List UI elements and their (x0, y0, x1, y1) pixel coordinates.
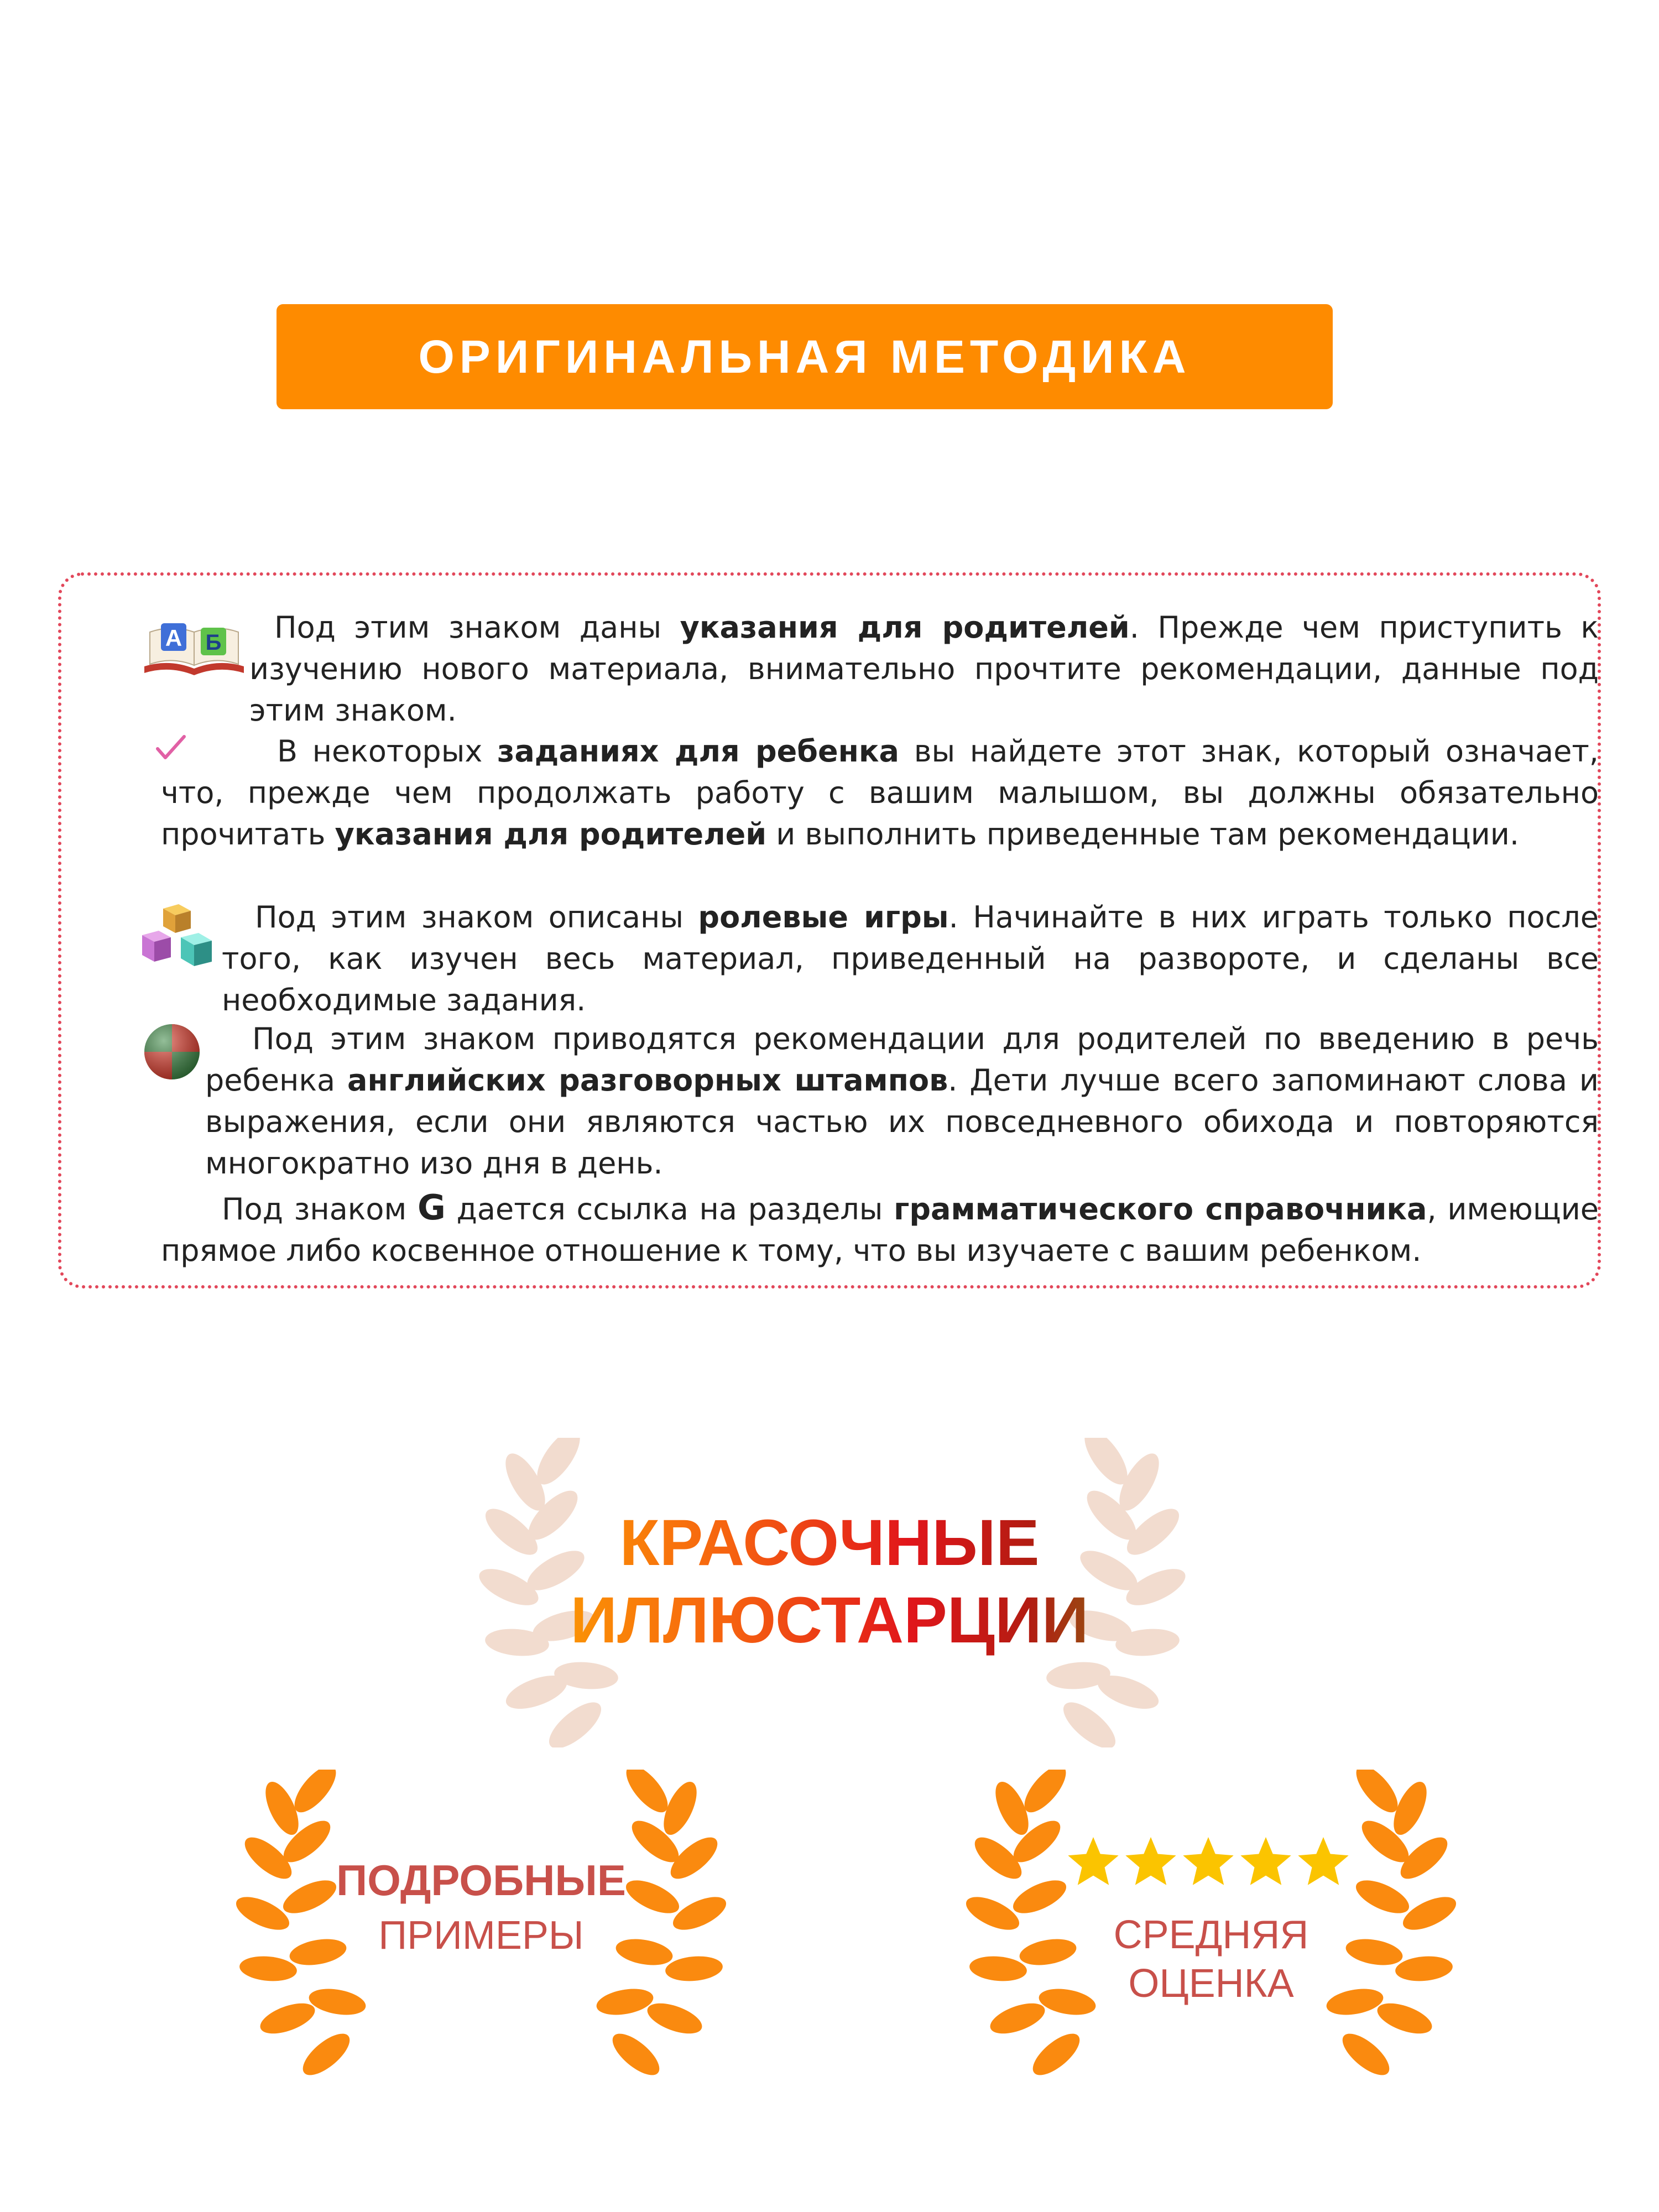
left-award-line-2: ПРИМЕРЫ (378, 1913, 584, 1958)
left-award-label (310, 1853, 653, 1963)
grammar-g-sign: G (417, 1187, 446, 1228)
star-icon (1068, 1837, 1118, 1885)
star-icon (1298, 1837, 1348, 1885)
star-icon (1183, 1837, 1233, 1885)
cubes-icon (139, 902, 222, 977)
legend-paragraph-5: Под знаком G дается ссылка на разделы грамматического справочника, имеющие прямое либо косвенное отношение к тому, что вы изучаете с вашим ребенком. (161, 1187, 1599, 1268)
main-award-label (498, 1504, 1161, 1659)
legend-paragraph-4: Под этим знаком приводятся рекомендации для родителей по введению в речь ребенка английских разговорных штампов. Дети лучше всего запоминают слова и выражения, если они являются частью их повседневного обихода и повторяются многократно изо дня в день. (205, 1021, 1599, 1181)
legend-paragraph-2: В некоторых заданиях для ребенка вы найдете этот знак, который означает, что, прежде чем продолжать работу с вашим малышом, вы должны обязательно прочитать указания для родителей и выполнить приведенные там рекомендации. (161, 734, 1599, 852)
abc-book-icon (139, 615, 249, 682)
star-icon (1240, 1837, 1291, 1885)
right-award-line-1: СРЕДНЯЯ (1113, 1913, 1309, 1957)
legend-box (58, 572, 1601, 1288)
star-icon (1125, 1837, 1176, 1885)
svg-text:Б: Б (205, 630, 222, 655)
legend-paragraph-1: Под этим знаком даны указания для родителей. Прежде чем приступить к изучению нового материала, внимательно прочтите рекомендации, данные под этим знаком. (249, 610, 1599, 728)
rating-stars (1065, 1833, 1352, 1894)
main-award-line-2: ИЛЛЮСТАРЦИИ (498, 1582, 1161, 1659)
legend-paragraph-3: Под этим знаком описаны ролевые игры. Начинайте в них играть только после того, как изучен весь материал, приведенный на развороте, и сделаны все необходимые задания. (222, 900, 1599, 1018)
svg-text:A: A (165, 625, 182, 651)
ball-icon (142, 1021, 202, 1082)
main-award-line-1: КРАСОЧНЫЕ (498, 1504, 1161, 1582)
right-award-label (1040, 1911, 1383, 2008)
left-award-line-1: ПОДРОБНЫЕ (336, 1856, 626, 1905)
right-award-line-2: ОЦЕНКА (1128, 1961, 1294, 2006)
methodology-banner (276, 304, 1333, 409)
banner-title: ОРИГИНАЛЬНАЯ МЕТОДИКА (418, 330, 1191, 383)
